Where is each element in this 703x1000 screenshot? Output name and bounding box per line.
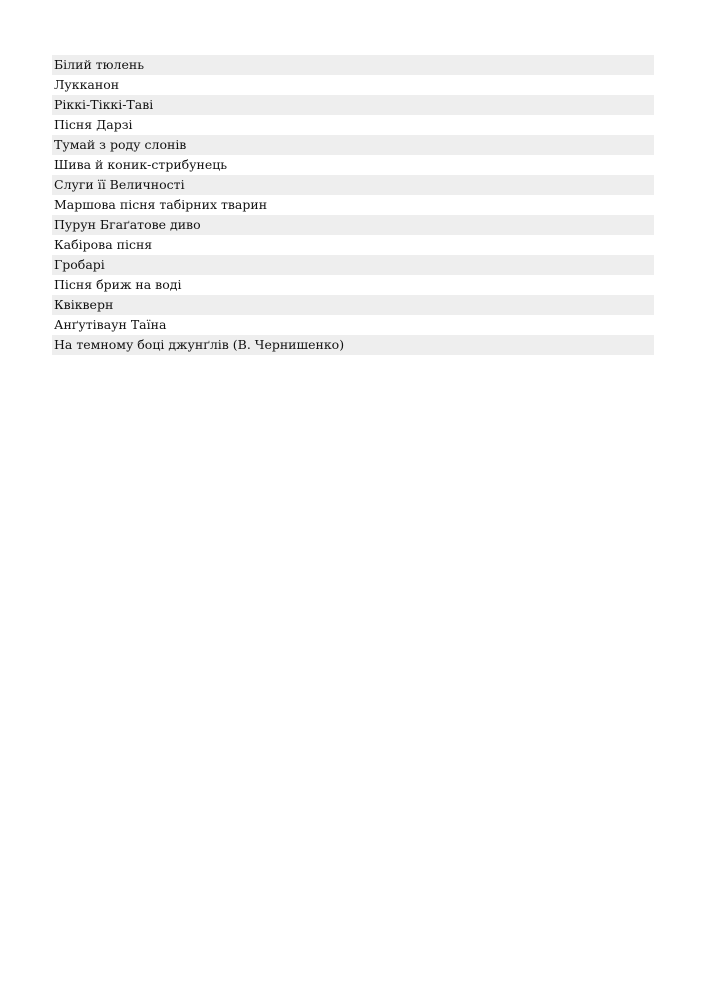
table-of-contents — [52, 55, 654, 355]
toc-item[interactable]: Білий тюлень — [52, 55, 654, 75]
toc-item[interactable]: Пурун Бгаґатове диво — [52, 215, 654, 235]
toc-item[interactable]: Пісня Дарзі — [54, 117, 133, 132]
toc-item[interactable]: Тумай з роду слонів — [52, 135, 654, 155]
toc-item[interactable]: Шива й коник-стрибунець — [54, 157, 228, 172]
toc-item[interactable]: Кабірова пісня — [54, 237, 153, 252]
toc-item[interactable]: Гробарі — [52, 255, 654, 275]
toc-item[interactable]: Лукканон — [54, 77, 120, 92]
toc-item[interactable]: Маршова пісня табірних тварин — [54, 197, 268, 212]
toc-item[interactable]: Ріккі-Тіккі-Таві — [52, 95, 654, 115]
toc-item[interactable]: Анґутіваун Таїна — [54, 317, 167, 332]
toc-item[interactable]: Квікверн — [52, 295, 654, 315]
toc-item[interactable]: Пісня бриж на воді — [54, 277, 182, 292]
toc-item[interactable]: Слуги її Величності — [52, 175, 654, 195]
toc-item[interactable]: На темному боці джунґлів (В. Чернишенко) — [52, 335, 654, 355]
